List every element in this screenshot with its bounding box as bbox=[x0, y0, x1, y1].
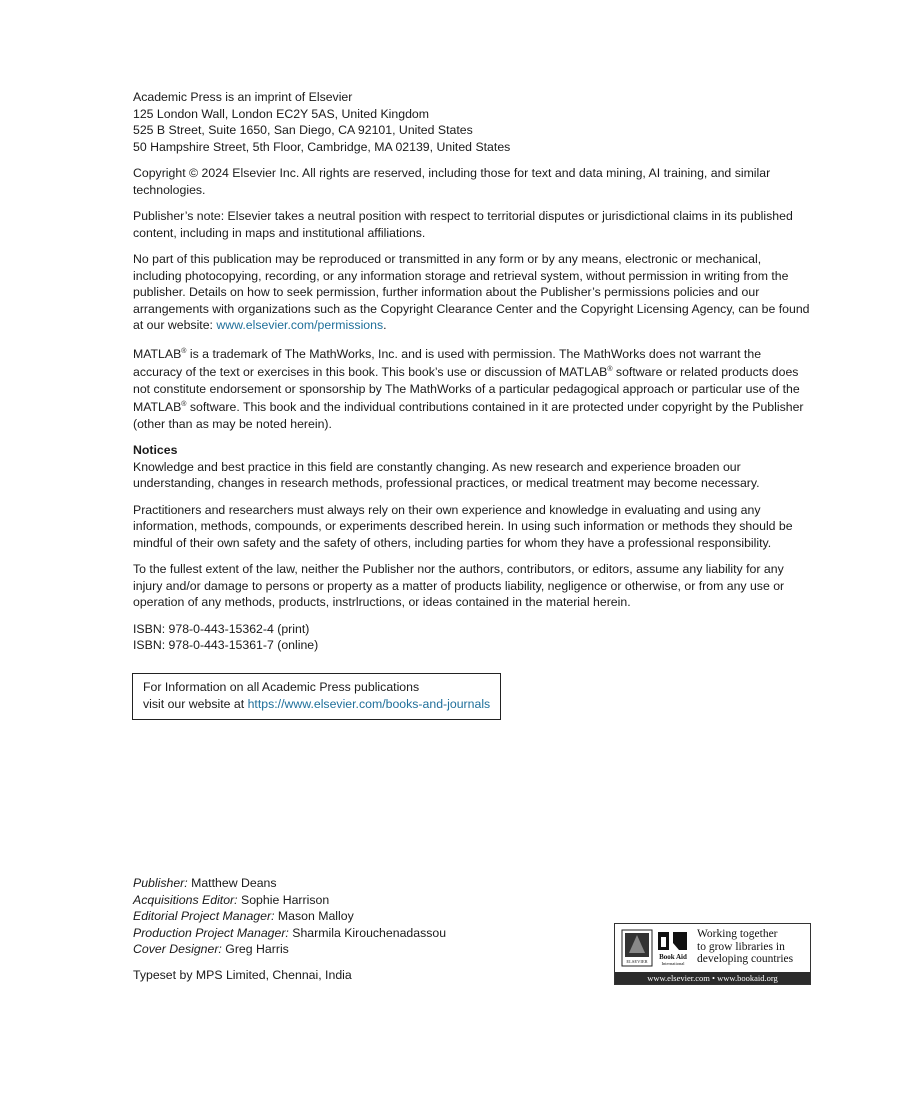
permissions-link[interactable]: www.elsevier.com/permissions bbox=[216, 318, 384, 332]
isbn-online: ISBN: 978-0-443-15361-7 (online) bbox=[133, 638, 319, 653]
publisher-note: Publisher’s note: Elsevier takes a neutral position with respect to territorial disputes or jurisdictional claims in its published content, including in maps and institutional affiliations. bbox=[133, 209, 793, 240]
credit-name: Sharmila Kirouchenadassou bbox=[288, 925, 447, 940]
info-box-line: For Information on all Academic Press publications bbox=[143, 680, 420, 694]
credit-name: Mason Malloy bbox=[274, 909, 354, 923]
elsevier-bookaid-icon bbox=[621, 929, 691, 967]
isbn-print: ISBN: 978-0-443-15362-4 (print) bbox=[133, 621, 310, 636]
book-aid-logo bbox=[614, 923, 811, 985]
credit-line bbox=[133, 892, 446, 909]
address-line: 125 London Wall, London EC2Y 5AS, United Kingdom bbox=[133, 106, 430, 121]
registered-mark: ® bbox=[181, 347, 187, 355]
matlab-trademark-paragraph bbox=[133, 344, 813, 433]
matlab-text: MATLAB bbox=[133, 346, 182, 361]
permissions-text: No part of this publication may be reproduced or transmitted in any form or by any means, electronic or mechanical, including photocopying, recording, or any information storage and retrieval system, without permission in writing from the publisher. Details on how to seek permission, further information about the Publisher’s permissions policies and our arrangements with organizations such as the Copyright Clearance Center and the Copyright Licensing Agency, can be found at our website: bbox=[133, 252, 810, 332]
matlab-text: is a trademark of The MathWorks, Inc. and is used with permission. The MathWorks does not warrant the accuracy of the text or exercises in this book. This book’s use or discussion of MATLAB bbox=[133, 346, 762, 380]
bookaid-tagline bbox=[697, 928, 793, 966]
permissions-end: . bbox=[383, 318, 387, 332]
address-line: Academic Press is an imprint of Elsevier bbox=[133, 90, 353, 104]
registered-mark: ® bbox=[607, 366, 613, 374]
books-journals-link[interactable]: https://www.elsevier.com/books-and-journals bbox=[247, 696, 491, 711]
notices-paragraph: To the fullest extent of the law, neither the Publisher nor the authors, contributors, or editors, assume any liability for any injury and/or damage to persons or property as a matter of products liability, negligence or otherwise, or from any use or operation of any methods, products, instrlructions, or ideas contained in the material herein. bbox=[133, 562, 785, 610]
credit-line bbox=[133, 941, 446, 958]
matlab-text: software or related products does not constitute endorsement or sponsorship by The MathWorks of a particular pedagogical approach or particular use of the MATLAB bbox=[133, 365, 800, 415]
notices-heading: Notices bbox=[133, 443, 178, 458]
copyright-statement: Copyright © 2024 Elsevier Inc. All rights are reserved, including those for text and data mining, AI training, and similar technologies. bbox=[133, 166, 771, 197]
publisher-address-block bbox=[133, 89, 813, 155]
notices-paragraph: Knowledge and best practice in this field are constantly changing. As new research and experience broaden our understanding, changes in research methods, professional practices, or medical treatment may become necessary. bbox=[133, 459, 760, 491]
matlab-text: software. This book and the individual contributions contained in it are protected under copyright by the Publisher (other than as may be noted herein). bbox=[133, 400, 804, 431]
credit-role: Cover Designer: bbox=[133, 942, 222, 956]
permissions-paragraph bbox=[133, 251, 813, 334]
credit-name: Matthew Deans bbox=[187, 876, 277, 890]
registered-mark: ® bbox=[181, 401, 187, 409]
bookaid-footer: www.elsevier.com • www.bookaid.org bbox=[615, 972, 810, 984]
bookaid-sub: International bbox=[661, 961, 685, 966]
credit-role: Acquisitions Editor: bbox=[133, 892, 238, 907]
credit-role: Editorial Project Manager: bbox=[133, 909, 275, 923]
credit-role: Production Project Manager: bbox=[133, 925, 289, 940]
credit-name: Greg Harris bbox=[221, 942, 289, 956]
bookaid-label: Book Aid bbox=[659, 953, 687, 961]
address-line: 525 B Street, Suite 1650, San Diego, CA 92101, United States bbox=[133, 123, 473, 137]
credit-line bbox=[133, 908, 446, 925]
credit-name: Sophie Harrison bbox=[237, 892, 330, 907]
credit-line bbox=[133, 875, 446, 892]
publications-info-box bbox=[132, 673, 501, 720]
notices-paragraph: Practitioners and researchers must always rely on their own experience and knowledge in evaluating and using any information, methods, compounds, or experiments described herein. In using such information or methods they should be mindful of their own safety and the safety of others, including parties for whom they have a professional responsibility. bbox=[133, 502, 793, 550]
copyright-page-body bbox=[133, 89, 813, 654]
tagline-line: Working together bbox=[697, 928, 778, 940]
credit-line bbox=[133, 925, 446, 942]
info-box-prefix: visit our website at bbox=[143, 696, 248, 711]
address-line: 50 Hampshire Street, 5th Floor, Cambridge, MA 02139, United States bbox=[133, 139, 511, 154]
elsevier-label: ELSEVIER bbox=[626, 959, 648, 964]
production-credits bbox=[133, 875, 446, 958]
tagline-line: developing countries bbox=[697, 953, 794, 965]
tagline-line: to grow libraries in bbox=[697, 940, 785, 953]
isbn-block bbox=[133, 621, 813, 654]
info-box-line bbox=[143, 696, 500, 713]
typeset-credit: Typeset by MPS Limited, Chennai, India bbox=[133, 968, 352, 982]
credit-role: Publisher: bbox=[133, 876, 188, 890]
